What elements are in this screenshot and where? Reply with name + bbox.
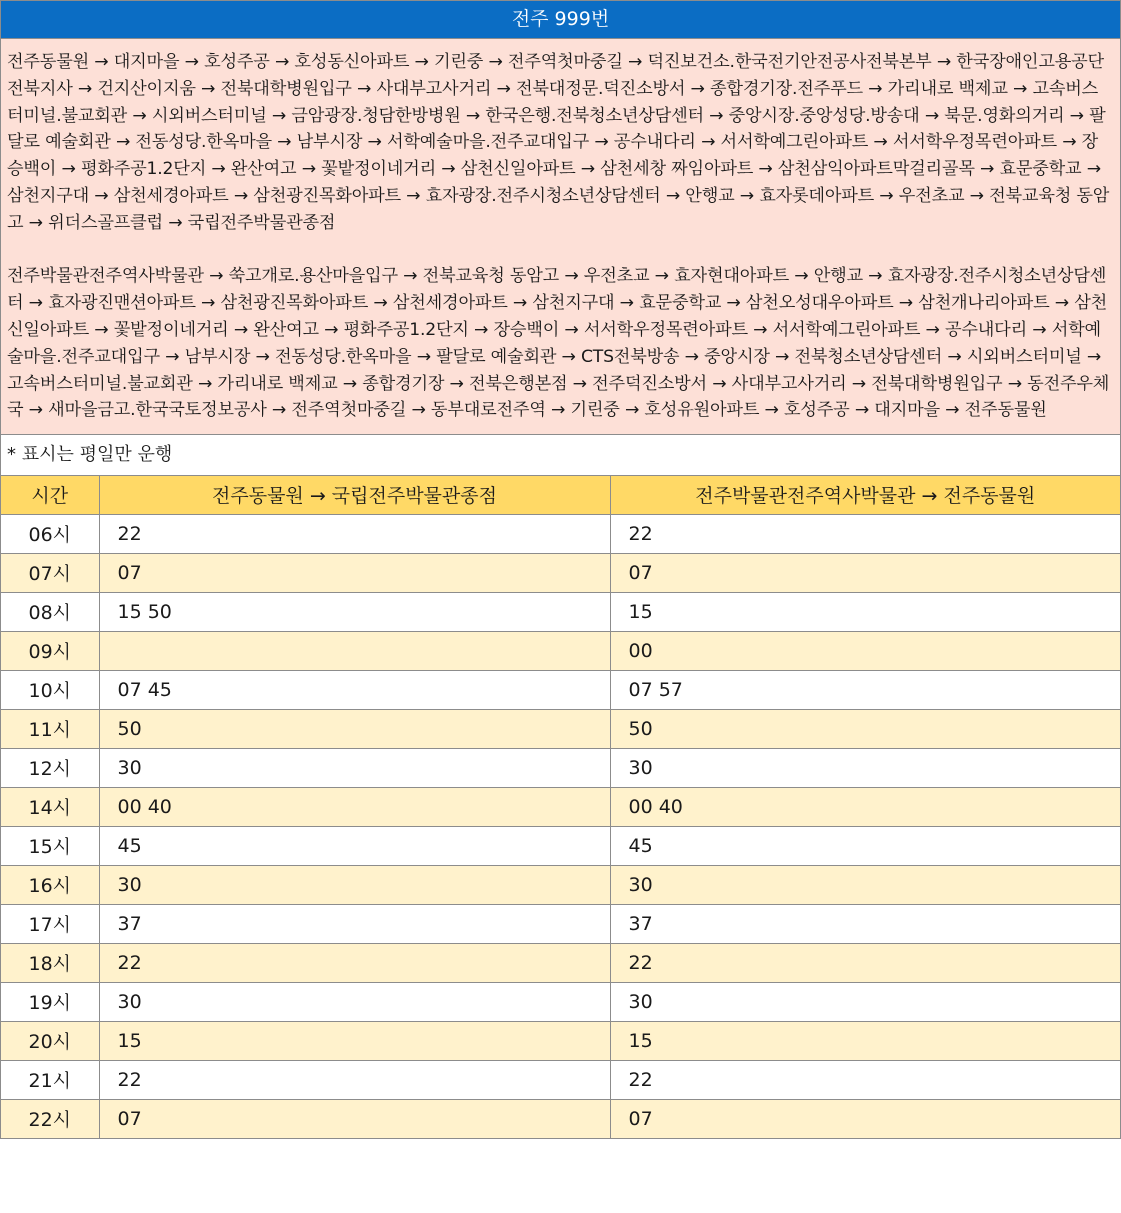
table-row [1, 787, 1120, 826]
forward-times-cell: 07 [99, 553, 610, 592]
header-hour: 시간 [1, 476, 99, 514]
hour-cell: 18시 [1, 943, 99, 982]
hour-cell: 10시 [1, 670, 99, 709]
table-row [1, 865, 1120, 904]
table-row [1, 709, 1120, 748]
hour-cell: 21시 [1, 1060, 99, 1099]
forward-times-cell: 30 [99, 865, 610, 904]
table-row [1, 1099, 1120, 1138]
forward-times-cell: 22 [99, 1060, 610, 1099]
hour-cell: 14시 [1, 787, 99, 826]
backward-times-cell: 07 57 [610, 670, 1120, 709]
backward-times-cell: 00 [610, 631, 1120, 670]
forward-times-cell: 00 40 [99, 787, 610, 826]
backward-times-cell: 15 [610, 1021, 1120, 1060]
backward-times-cell: 22 [610, 943, 1120, 982]
forward-times-cell [99, 631, 610, 670]
table-row [1, 1060, 1120, 1099]
table-row [1, 982, 1120, 1021]
forward-times-cell: 15 50 [99, 592, 610, 631]
table-row [1, 943, 1120, 982]
backward-times-cell: 07 [610, 1099, 1120, 1138]
table-header-row [1, 476, 1120, 514]
backward-times-cell: 07 [610, 553, 1120, 592]
backward-times-cell: 30 [610, 748, 1120, 787]
hour-cell: 22시 [1, 1099, 99, 1138]
backward-times-cell: 15 [610, 592, 1120, 631]
schedule-table [1, 476, 1120, 1138]
forward-times-cell: 15 [99, 1021, 610, 1060]
forward-times-cell: 30 [99, 982, 610, 1021]
table-row [1, 748, 1120, 787]
table-row [1, 553, 1120, 592]
backward-times-cell: 22 [610, 514, 1120, 553]
backward-times-cell: 22 [610, 1060, 1120, 1099]
hour-cell: 11시 [1, 709, 99, 748]
hour-cell: 06시 [1, 514, 99, 553]
backward-times-cell: 50 [610, 709, 1120, 748]
forward-times-cell: 37 [99, 904, 610, 943]
hour-cell: 15시 [1, 826, 99, 865]
forward-times-cell: 07 [99, 1099, 610, 1138]
table-row [1, 1021, 1120, 1060]
hour-cell: 08시 [1, 592, 99, 631]
header-direction-forward: 전주동물원 → 국립전주박물관종점 [99, 476, 610, 514]
forward-times-cell: 30 [99, 748, 610, 787]
hour-cell: 07시 [1, 553, 99, 592]
backward-times-cell: 30 [610, 865, 1120, 904]
backward-times-cell: 30 [610, 982, 1120, 1021]
table-row [1, 670, 1120, 709]
hour-cell: 16시 [1, 865, 99, 904]
forward-times-cell: 50 [99, 709, 610, 748]
forward-times-cell: 22 [99, 514, 610, 553]
backward-times-cell: 00 40 [610, 787, 1120, 826]
hour-cell: 09시 [1, 631, 99, 670]
hour-cell: 20시 [1, 1021, 99, 1060]
hour-cell: 17시 [1, 904, 99, 943]
forward-times-cell: 07 45 [99, 670, 610, 709]
table-row [1, 826, 1120, 865]
hour-cell: 19시 [1, 982, 99, 1021]
table-row [1, 592, 1120, 631]
forward-times-cell: 22 [99, 943, 610, 982]
table-row [1, 631, 1120, 670]
table-row [1, 904, 1120, 943]
route-backward: 전주박물관전주역사박물관 → 쑥고개로.용산마을입구 → 전북교육청 동암고 → 우전초교 → 효자현대아파트 → 안행교 → 효자광장.전주시청소년상담센터 → 효자광진맨션아파트 → 삼천광진목화아파트 → 삼천세경아파트 → 삼천지구대 → 효문중학교 → 삼천오성대우아파트 → 삼천개나리아파트 → 삼천신일아파트 → 꽃밭정이네거리 → 완산여고 → 평화주공1.2단지 → 장승백이 → 서서학우정목련아파트 → 서서학예그린아파트 → 공수내다리 → 서학예술마을.전주교대입구 → 남부시장 → 전동성당.한옥마을 → 팔달로 예술회관 → CTS전북방송 → 중앙시장 → 전북청소년상담센터 → 시외버스터미널 → 고속버스터미널.불교회관 → 가리내로 백제교 → 종합경기장 → 전북은행본점 → 전주덕진소방서 → 사대부고사거리 → 전북대학병원입구 → 동전주우체국 → 새마을금고.한국국토정보공사 → 전주역첫마중길 → 동부대로전주역 → 기린중 → 호성유원아파트 → 호성주공 → 대지마을 → 전주동물원 [7, 266, 1110, 421]
route-forward: 전주동물원 → 대지마을 → 호성주공 → 호성동신아파트 → 기린중 → 전주역첫마중길 → 덕진보건소.한국전기안전공사전북본부 → 한국장애인고용공단전북지사 → 건지산이지움 → 전북대학병원입구 → 사대부고사거리 → 전북대정문.덕진소방서 → 종합경기장.전주푸드 → 가리내로 백제교 → 고속버스터미널.불교회관 → 시외버스터미널 → 금암광장.청담한방병원 → 한국은행.전북청소년상담센터 → 중앙시장.중앙성당.방송대 → 북문.영화의거리 → 팔달로 예술회관 → 전동성당.한옥마을 → 남부시장 → 서학예술마을.전주교대입구 → 공수내다리 → 서서학예그린아파트 → 서서학우정목련아파트 → 장승백이 → 평화주공1.2단지 → 완산여고 → 꽃밭정이네거리 → 삼천신일아파트 → 삼천세창 짜임아파트 → 삼천삼익아파트막걸리골목 → 효문중학교 → 삼천지구대 → 삼천세경아파트 → 삼천광진목화아파트 → 효자광장.전주시청소년상담센터 → 안행교 → 효자롯데아파트 → 우전초교 → 전북교육청 동암고 → 위더스골프클럽 → 국립전주박물관종점 [7, 52, 1110, 233]
backward-times-cell: 45 [610, 826, 1120, 865]
forward-times-cell: 45 [99, 826, 610, 865]
table-row [1, 514, 1120, 553]
weekday-note: * 표시는 평일만 운행 [1, 435, 1120, 476]
header-direction-backward: 전주박물관전주역사박물관 → 전주동물원 [610, 476, 1120, 514]
backward-times-cell: 37 [610, 904, 1120, 943]
hour-cell: 12시 [1, 748, 99, 787]
page-title: 전주 999번 [1, 1, 1120, 39]
route-description [1, 39, 1120, 435]
